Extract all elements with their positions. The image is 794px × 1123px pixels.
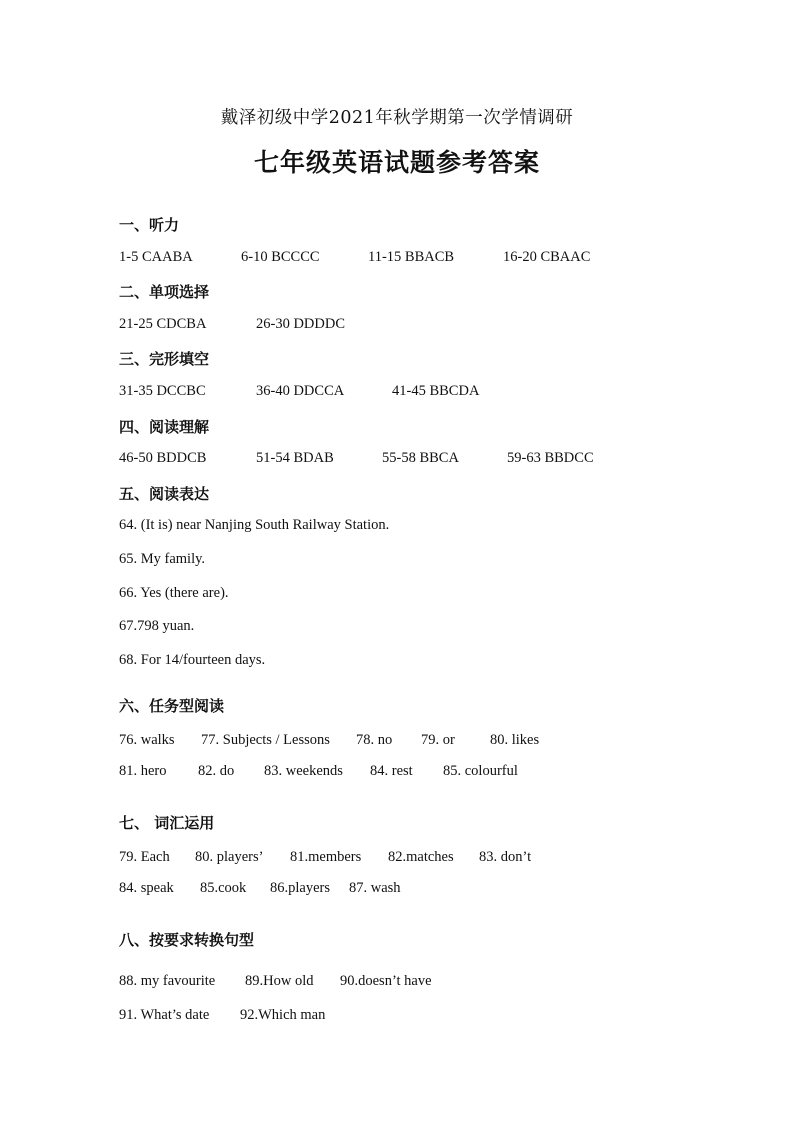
answer-phrase: 89.How old bbox=[245, 973, 314, 989]
section-heading-task-reading: 六、任务型阅读 bbox=[119, 697, 225, 715]
answer-word: 81. hero bbox=[119, 763, 167, 779]
section-heading-sentence-transformation: 八、按要求转换句型 bbox=[119, 931, 255, 949]
answer-group: 6-10 BCCCC bbox=[241, 249, 320, 265]
answer-word: 84. rest bbox=[370, 763, 413, 779]
answer-line: 64. (It is) near Nanjing South Railway Station. bbox=[119, 517, 390, 533]
answer-group: 55-58 BBCA bbox=[382, 450, 459, 466]
answer-phrase: 90.doesn’t have bbox=[340, 973, 432, 989]
answer-word: 77. Subjects / Lessons bbox=[201, 732, 330, 748]
answer-phrase: 91. What’s date bbox=[119, 1007, 210, 1023]
answer-group: 11-15 BBACB bbox=[368, 249, 455, 265]
answer-word: 82.matches bbox=[388, 849, 454, 865]
answer-word: 86.players bbox=[270, 880, 330, 896]
section-heading-vocabulary: 七、 词汇运用 bbox=[119, 814, 215, 832]
answer-group: 51-54 BDAB bbox=[256, 450, 334, 466]
answer-word: 79. or bbox=[421, 732, 455, 748]
answer-group: 41-45 BBCDA bbox=[392, 383, 480, 399]
answer-line: 65. My family. bbox=[119, 551, 206, 567]
answer-word: 78. no bbox=[356, 732, 393, 748]
answer-word: 85.cook bbox=[200, 880, 247, 896]
answer-word: 79. Each bbox=[119, 849, 170, 865]
answer-line: 67.798 yuan. bbox=[119, 618, 195, 634]
answer-word: 83. weekends bbox=[264, 763, 343, 779]
answer-phrase: 88. my favourite bbox=[119, 973, 216, 989]
answer-phrase: 92.Which man bbox=[240, 1007, 326, 1023]
answer-word: 81.members bbox=[290, 849, 362, 865]
answer-line: 66. Yes (there are). bbox=[119, 585, 229, 601]
answer-word: 87. wash bbox=[349, 880, 401, 896]
answer-group: 16-20 CBAAC bbox=[503, 249, 591, 265]
answer-group: 31-35 DCCBC bbox=[119, 383, 206, 399]
answer-group: 26-30 DDDDC bbox=[256, 316, 346, 332]
answer-word: 82. do bbox=[198, 763, 235, 779]
answer-group: 36-40 DDCCA bbox=[256, 383, 345, 399]
answer-group: 46-50 BDDCB bbox=[119, 450, 207, 466]
answer-word: 83. don’t bbox=[479, 849, 532, 865]
answer-group: 1-5 CAABA bbox=[119, 249, 193, 265]
answer-line: 68. For 14/fourteen days. bbox=[119, 652, 266, 668]
answer-word: 80. players’ bbox=[195, 849, 264, 865]
section-heading-listening: 一、听力 bbox=[119, 216, 180, 234]
answer-group: 21-25 CDCBA bbox=[119, 316, 207, 332]
answer-word: 84. speak bbox=[119, 880, 174, 896]
section-heading-reading-expression: 五、阅读表达 bbox=[119, 485, 210, 503]
answer-word: 80. likes bbox=[490, 732, 540, 748]
section-heading-reading: 四、阅读理解 bbox=[119, 418, 210, 436]
section-heading-cloze: 三、完形填空 bbox=[119, 350, 210, 368]
school-exam-line: 戴泽初级中学2021年秋学期第一次学情调研 bbox=[220, 108, 574, 128]
section-heading-single-choice: 二、单项选择 bbox=[119, 283, 210, 301]
answer-group: 59-63 BBDCC bbox=[507, 450, 594, 466]
answer-word: 76. walks bbox=[119, 732, 175, 748]
answer-word: 85. colourful bbox=[443, 763, 518, 779]
page-title: 七年级英语试题参考答案 bbox=[253, 148, 540, 177]
